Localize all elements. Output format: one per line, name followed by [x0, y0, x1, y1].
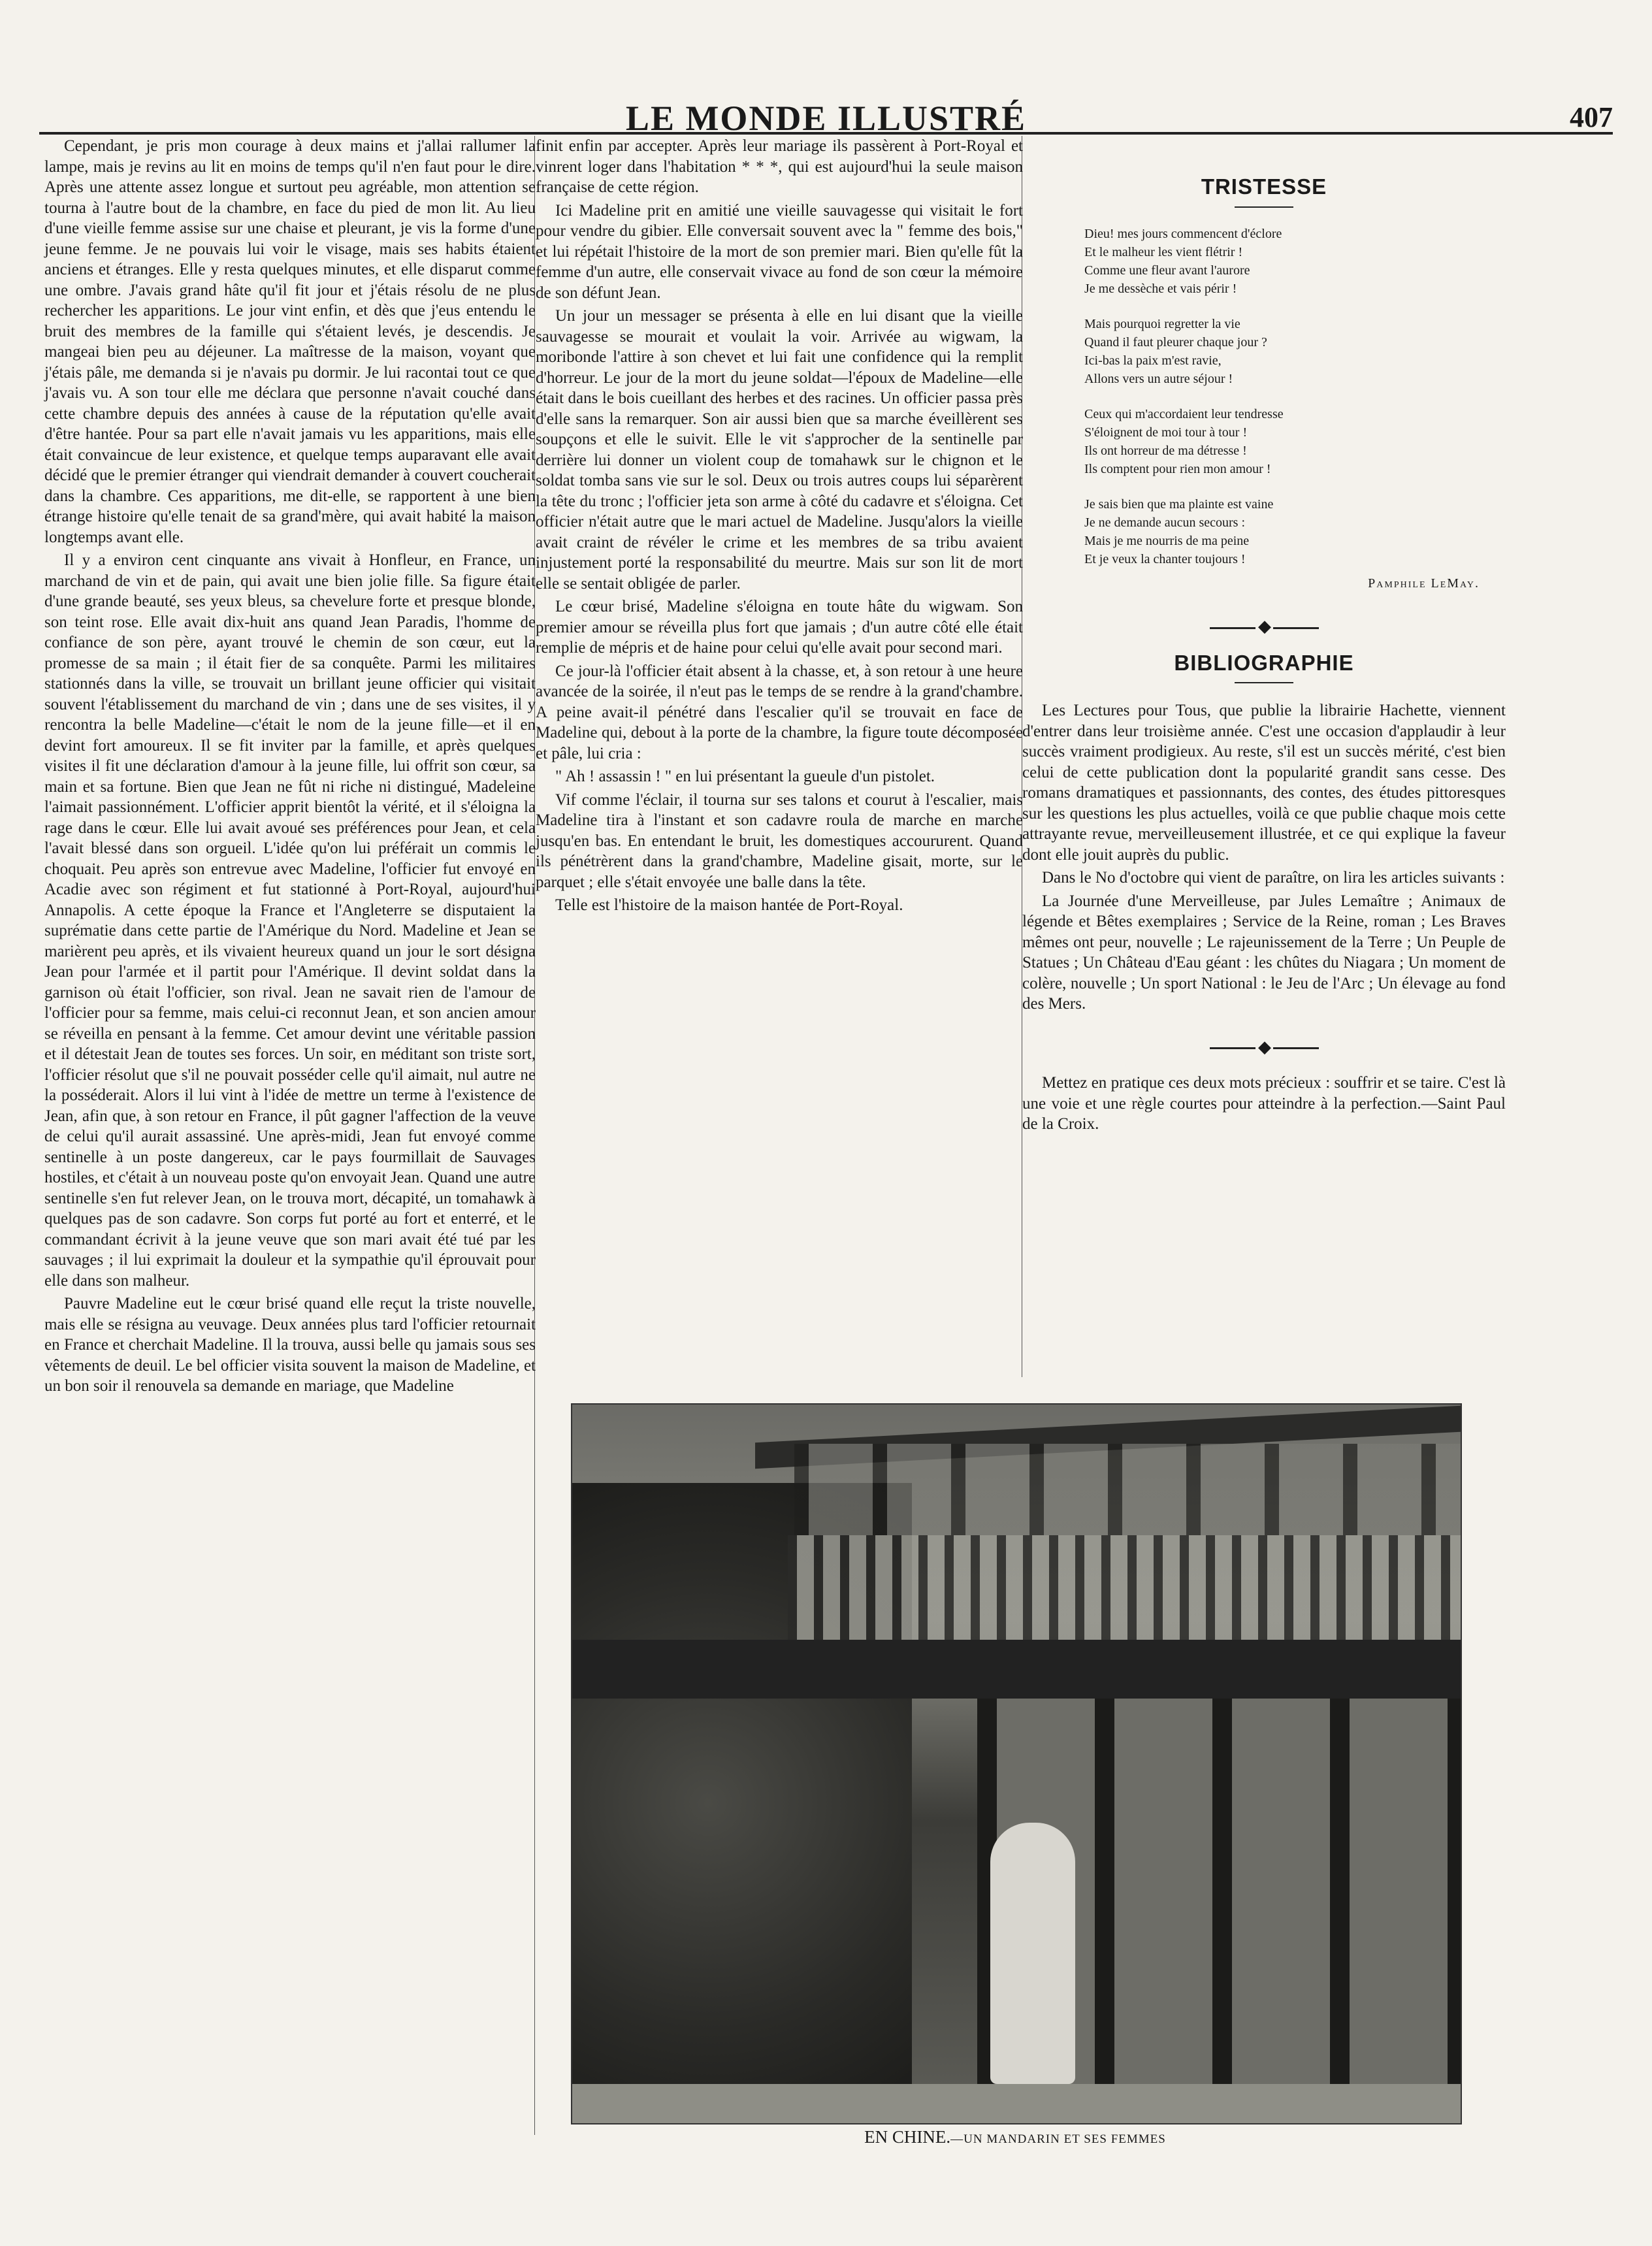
- bibliographie-title: BIBLIOGRAPHIE: [1174, 650, 1354, 675]
- verse: Mais pourquoi regretter la vie: [1084, 316, 1240, 331]
- caption-main: EN CHINE.: [864, 2127, 951, 2147]
- stanza: [1084, 315, 1506, 388]
- title-rule: [1235, 682, 1293, 683]
- header-rule: [39, 132, 1613, 135]
- paragraph: " Ah ! assassin ! " en lui présentant la gueule d'un pistolet.: [555, 768, 935, 785]
- paragraph: Vif comme l'éclair, il tourna sur ses talons et courut à l'escalier, mais Madeline tira à l'instant et son cadavre roula de marche en marche jusqu'en bas. En entendant le bruit, les domestiques accoururent. Quand ils pénétrèrent dans la grand'chambre, Madeline gisait, morte, sur le parquet ; elle s'était envoyée une balle dans la tête.: [536, 790, 1023, 891]
- story-column-1: [44, 136, 536, 1399]
- stanza: [1084, 225, 1506, 298]
- verse: Mais je me nourris de ma peine: [1084, 533, 1250, 548]
- verse: Ils ont horreur de ma détresse !: [1084, 443, 1247, 458]
- stanza: [1084, 495, 1506, 568]
- verse: Quand il faut pleurer chaque jour ?: [1084, 334, 1267, 350]
- paragraph: Ce jour-là l'officier était absent à la chasse, et, à son retour à une heure avancée de la soirée, il n'eut pas le temps de se rendre à la grand'chambre. A peine avait-il pénétré dans l'escalier qu'il se trouvait en face de Madeline qui, debout à la porte de la chambre, la figure toute décomposée et pâle, lui cria :: [536, 662, 1023, 762]
- poem-author: Pamphile LeMay.: [1368, 576, 1480, 591]
- verse: S'éloignent de moi tour à tour !: [1084, 425, 1248, 440]
- photograph-mandarin: [571, 1403, 1462, 2124]
- newspaper-title: LE MONDE ILLUSTRÉ: [625, 99, 1027, 138]
- verse: Ceux qui m'accordaient leur tendresse: [1084, 406, 1284, 421]
- masthead: [39, 98, 1613, 137]
- paragraph: Telle est l'histoire de la maison hantée de Port-Royal.: [555, 896, 903, 914]
- verse: Je me dessèche et vais périr !: [1084, 281, 1237, 296]
- photo-caption: [571, 2127, 1459, 2147]
- verse: Et je veux la chanter toujours !: [1084, 551, 1246, 566]
- paragraph: Cependant, je pris mon courage à deux mains et j'allai rallumer la lampe, mais je revins au lit en moins de temps qu'il n'en faut pour le dire. Après une attente assez longue et surtout peu agréable, mon attention se tourna à l'autre bout de la chambre, en face du pied de mon lit. Au lieu d'une vieille femme assise sur une chaise et pleurant, je vis la forme d'une jeune femme. Je ne pouvais lui voir le visage, mais ses habits étaient anciens et étranges. Elle y resta quelques minutes, et elle disparut comme une ombre. J'avais grand hâte qu'il fit jour et j'étais résolu de ne plus rechercher les apparitions. Le jour vint enfin, et dès que j'eus entendu le bruit des membres de la famille qui s'étaient levés, je descendis. Je mangeai bien peu au déjeuner. La maîtresse de la maison, voyant que j'étais pâle, me demanda si je n'avais pu dormir. Je lui racontai tout ce que j'avais vu. A son tour elle me déclara que personne n'avait couché dans cette chambre depuis des années à cause de la réputation qu'elle avait d'être hantée. Pour sa part elle n'avait jamais vu les apparitions, mais elle était convaincue de leur existence, et quelque temps auparavant elle avait décidé que le premier étranger qui viendrait demander à couvert coucherait dans la chambre. Ces apparitions, me dit-elle, se rapportent à une bien étrange histoire qu'elle tenait de sa grand'mère, qui avait habité la maison longtemps avant elle.: [44, 137, 536, 546]
- paragraph: La Journée d'une Merveilleuse, par Jules Lemaître ; Animaux de légende et Bêtes exemplaires ; Service de la Reine, roman ; Les Braves mêmes ont peur, nouvelle ; Le rajeunissement de la Terre ; Un Peuple de Statues ; Un Château d'Eau géant : les chûtes du Niagara ; Un moment de colère, nouvelle ; Un sport National : le Jeu de l'Arc ; Un élevage au fond des Mers.: [1022, 892, 1506, 1013]
- poem: [1084, 225, 1506, 568]
- verse: Allons vers un autre séjour !: [1084, 371, 1233, 386]
- paragraph: Un jour un messager se présenta à elle en lui disant que la vieille sauvagesse se mourait et voulait la voir. Arrivée au wigwam, la moribonde l'attire à son chevet et lui fait une confidence qui la remplit d'horreur. Le jour de la mort du jeune soldat—l'époux de Madeline—elle était dans le bois cueillant des herbes et des racines. Un officier passa près d'elle sans la remarquer. Son air aussi bien que sa marche éveillèrent ses soupçons et elle le suivit. Elle le vit s'approcher de la sentinelle par derrière lui donner un violent coup de tomahawk sur le chignon et le soldat tomba sans vie sur le sol. Deux ou trois autres coups lui séparèrent la tête du tronc ; l'officier jeta son arme à côté du cadavre et s'éloigna. Cet officier n'était autre que le mari actuel de Madeline. Jusqu'alors la vieille avait craint de révéler le crime et les membres de sa tribu avaient injustement porté la responsabilité du meurtre. Mais sur son lit de mort elle se sentait obligée de parler.: [536, 307, 1023, 593]
- verse: Je sais bien que ma plainte est vaine: [1084, 496, 1274, 512]
- paragraph: Dans le No d'octobre qui vient de paraître, on lira les articles suivants :: [1042, 869, 1505, 887]
- story-column-2: [536, 136, 1023, 1377]
- verse: Ils comptent pour rien mon amour !: [1084, 461, 1271, 476]
- maxim: Mettez en pratique ces deux mots précieux : souffrir et se taire. C'est là une voie et une règle courtes pour atteindre à la perfection.—Saint Paul de la Croix.: [1022, 1074, 1506, 1133]
- caption-sub: —UN MANDARIN ET SES FEMMES: [950, 2132, 1166, 2146]
- verse: Je ne demande aucun secours :: [1084, 515, 1246, 530]
- ornament-divider: ◆: [1022, 1037, 1506, 1058]
- stanza: [1084, 405, 1506, 478]
- poem-title: TRISTESSE: [1201, 174, 1327, 199]
- paragraph: Pauvre Madeline eut le cœur brisé quand elle reçut la triste nouvelle, mais elle se résigna au veuvage. Deux années plus tard l'officier retournait en France et cherchait Madeline. Il la trouva, aussi belle qu jamais sous ses vêtements de deuil. Le bel officier visita souvent la maison de Madeline, et un bon soir il renouvela sa demande en mariage, que Madeline: [44, 1295, 536, 1395]
- ornament-divider: ◆: [1022, 616, 1506, 637]
- paragraph: Le cœur brisé, Madeline s'éloigna en toute hâte du wigwam. Son premier amour se réveilla plus fort que jamais ; d'un autre côté elle était remplie de mépris et de haine pour celui qu'elle avait pour second mari.: [536, 598, 1023, 657]
- verse: Comme une fleur avant l'aurore: [1084, 263, 1250, 278]
- paragraph: Les Lectures pour Tous, que publie la librairie Hachette, viennent d'entrer dans leur troisième année. C'est une occasion d'applaudir à leur succès vraiment prodigieux. Au reste, s'il est un succès mérité, c'est bien celui de cette publication dont la popularité grandit sans cesse. Des romans dramatiques et passionnants, des contes, des études pittoresques sur les questions les plus actuelles, voilà ce que publie chaque mois cette attrayante revue, merveilleusement illustrée, et ce qui explique la faveur dont elle jouit auprès du public.: [1022, 702, 1506, 864]
- title-rule: [1235, 206, 1293, 208]
- paragraph: finit enfin par accepter. Après leur mariage ils passèrent à Port-Royal et vinrent loger dans l'habitation * * *, qui est aujourd'hui la seule maison française de cette région.: [536, 137, 1023, 196]
- verse: Ici-bas la paix m'est ravie,: [1084, 353, 1222, 368]
- verse: Dieu! mes jours commencent d'éclore: [1084, 226, 1282, 241]
- column-3: [1022, 136, 1506, 1377]
- verse: Et le malheur les vient flétrir !: [1084, 244, 1243, 259]
- paragraph: Il y a environ cent cinquante ans vivait à Honfleur, en France, un marchand de vin et de pain, qui avait une bien jolie fille. Sa figure était d'une grande beauté, ses yeux bleus, sa chevelure forte et presque blonde, son teint rose. Elle avait dix-huit ans quand Jean Paradis, l'homme de confiance de son père, ayant trouvé le chemin de son cœur, eut la promesse de sa main ; il était fier de sa conquête. Parmi les militaires stationnés dans la ville, se trouvait un brillant jeune officier qui visitait souvent l'établissement du marchand de vin ; dans une de ses visites, il y rencontra la belle Madeline—c'était le nom de la jeune fille—et il en devint fort amoureux. Il se fit inviter par la famille, et après quelques visites il fit une déclaration d'amour à la jeune fille, lui offrit son cœur, sa main et sa fortune. Bien que Jean ne fût ni riche ni distingué, Madeleine l'aimait passionnément. L'officier apprit bientôt la vérité, et il s'éloigna la rage dans le cœur. Elle lui avait avoué ses préférences pour Jean, et cela l'avait blessé dans son orgueil. L'idée qu'on lui préférait un commis le choquait. Peu après son entrevue avec Madeline, l'officier fut envoyé en Acadie avec son régiment et fut stationné à Port-Royal, aujourd'hui Annapolis. A cette époque la France et l'Angleterre se disputaient la suprématie dans cette partie de l'Amérique du Nord. Madeline et Jean se marièrent peu après, et ils vivaient heureux quand un jour le sort désigna Jean pour l'armée et il partit pour l'Amérique. Il devint soldat dans la garnison où était l'officier, son rival. Jean ne savait rien de l'amour de l'officier pour sa femme, mais celui-ci reconnut Jean, et son ancien amour se réveilla en pensant à la femme. Cet amour devint une véritable passion et il détestait Jean de toutes ses forces. Un soir, en méditant son triste sort, l'officier résolut que s'il ne pouvait posséder celle qu'il aimait, nul autre ne la posséderait. Alors il lui vint à l'idée de mettre un terme à l'existence de Jean, afin que, à son retour en France, il pût gagner l'affection de la veuve de celui qu'il aurait assassiné. Une après-midi, Jean fut envoyé comme sentinelle à un poste dangereux, car le pays fourmillait de Sauvages hostiles, et c'était à un nouveau poste qu'on envoyait Jean. Quand une autre sentinelle s'en fut relever Jean, on le trouva mort, décapité, un tomahawk à quelques pas de son cadavre. Son corps fut porté au fort et enterré, et le commandant écrivit à la jeune veuve que son mari avait été tué par les sauvages ; il lui exprimait la douleur et la sympathie qu'il éprouvait pour elle dans son malheur.: [44, 551, 536, 1290]
- paragraph: Ici Madeline prit en amitié une vieille sauvagesse qui visitait le fort pour vendre du gibier. Elle conversait souvent avec la " femme des bois," et lui répétait l'histoire de la mort de son premier mari. Bien qu'elle fût la femme d'un autre, elle conservait vivace au fond de son cœur la mémoire de son défunt Jean.: [536, 201, 1023, 302]
- page-number: 407: [1570, 101, 1613, 133]
